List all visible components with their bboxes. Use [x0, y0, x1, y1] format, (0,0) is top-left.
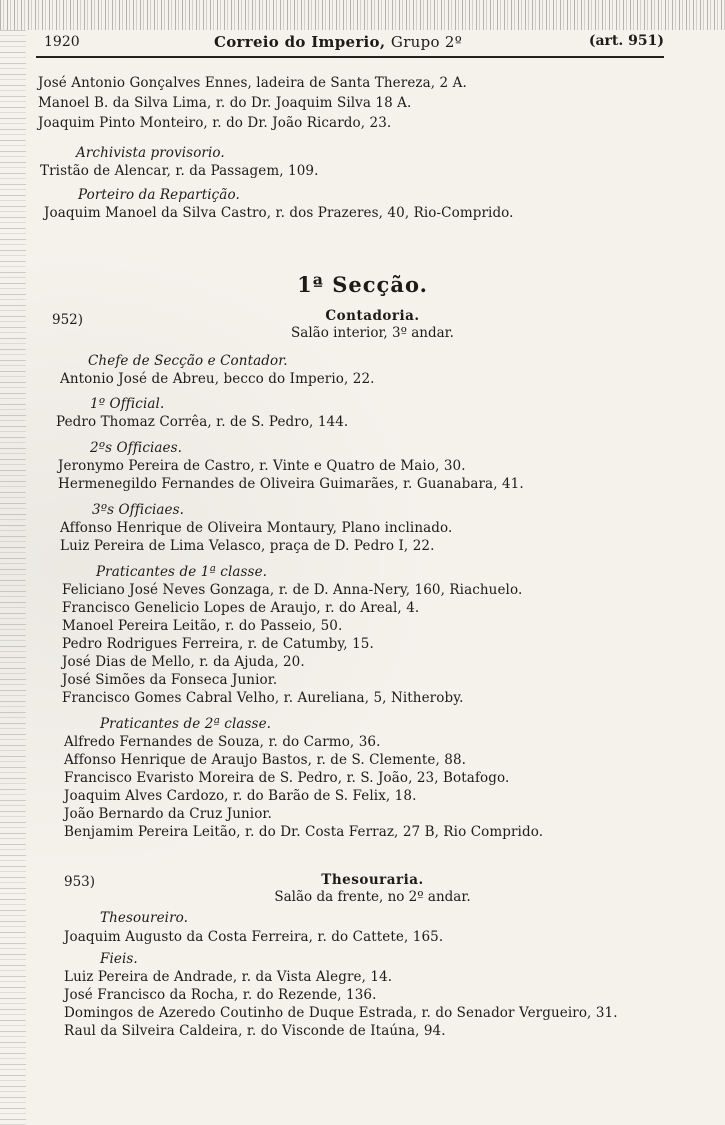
role-heading: Chefe de Secção e Contador.	[88, 353, 288, 369]
role-heading: Thesoureiro.	[100, 910, 189, 926]
person-entry: José Simões da Fonseca Junior.	[62, 672, 278, 688]
person-entry: Francisco Gomes Cabral Velho, r. Aureliana, 5, Nitheroby.	[62, 690, 464, 706]
running-title-group: Grupo 2º	[390, 33, 463, 51]
role-heading: 3ºs Officiaes.	[92, 502, 185, 518]
person-entry: Benjamim Pereira Leitão, r. do Dr. Costa Ferraz, 27 B, Rio Comprido.	[64, 824, 544, 840]
person-entry: Manoel Pereira Leitão, r. do Passeio, 50.	[62, 618, 343, 634]
intro-line: José Antonio Gonçalves Ennes, ladeira de Santa Thereza, 2 A.	[38, 75, 467, 91]
person-entry: Pedro Rodrigues Ferreira, r. de Catumby, 15.	[62, 636, 374, 652]
article-reference: (art. 951)	[588, 33, 664, 49]
person-entry: Joaquim Augusto da Costa Ferreira, r. do Cattete, 165.	[64, 929, 444, 945]
person-entry: Raul da Silveira Caldeira, r. do Visconde de Itaúna, 94.	[64, 1023, 446, 1039]
person-entry: Joaquim Manoel da Silva Castro, r. dos Prazeres, 40, Rio-Comprido.	[44, 205, 514, 221]
section-title: 1ª Secção.	[297, 272, 428, 297]
running-title-text: Correio do Imperio,	[214, 33, 386, 51]
role-heading: 1º Official.	[90, 396, 165, 412]
person-entry: José Francisco da Rocha, r. do Rezende, 136.	[64, 987, 377, 1003]
entry-number: 952)	[52, 312, 84, 328]
running-title	[214, 33, 462, 51]
department-location: Salão interior, 3º andar.	[291, 325, 454, 341]
role-heading: Fieis.	[100, 951, 138, 967]
person-entry: Luiz Pereira de Andrade, r. da Vista Alegre, 14.	[64, 969, 393, 985]
department-location: Salão da frente, no 2º andar.	[274, 889, 471, 905]
person-entry: Feliciano José Neves Gonzaga, r. de D. Anna-Nery, 160, Riachuelo.	[62, 582, 523, 598]
page-number: 1920	[44, 34, 80, 50]
role-heading: Porteiro da Repartição.	[78, 187, 240, 203]
person-entry: Affonso Henrique de Oliveira Montaury, Plano inclinado.	[60, 520, 453, 536]
department-title: Thesouraria.	[321, 872, 424, 888]
scan-noise-left	[0, 30, 26, 1125]
intro-line: Joaquim Pinto Monteiro, r. do Dr. João Ricardo, 23.	[38, 115, 392, 131]
department-title: Contadoria.	[325, 308, 420, 324]
scan-noise-top	[0, 0, 725, 30]
person-entry: Tristão de Alencar, r. da Passagem, 109.	[40, 163, 319, 179]
person-entry: Pedro Thomaz Corrêa, r. de S. Pedro, 144.	[56, 414, 349, 430]
role-heading: Praticantes de 1ª classe.	[96, 564, 268, 580]
person-entry: Antonio José de Abreu, becco do Imperio, 22.	[60, 371, 375, 387]
header-rule	[36, 56, 664, 58]
person-entry: Affonso Henrique de Araujo Bastos, r. de S. Clemente, 88.	[64, 752, 467, 768]
person-entry: Domingos de Azeredo Coutinho de Duque Estrada, r. do Senador Vergueiro, 31.	[64, 1005, 618, 1021]
person-entry: Francisco Genelicio Lopes de Araujo, r. do Areal, 4.	[62, 600, 420, 616]
entry-number: 953)	[64, 874, 96, 890]
person-entry: Francisco Evaristo Moreira de S. Pedro, r. S. João, 23, Botafogo.	[64, 770, 510, 786]
role-heading: Archivista provisorio.	[76, 145, 225, 161]
person-entry: Luiz Pereira de Lima Velasco, praça de D. Pedro I, 22.	[60, 538, 435, 554]
role-heading: 2ºs Officiaes.	[90, 440, 183, 456]
person-entry: Jeronymo Pereira de Castro, r. Vinte e Quatro de Maio, 30.	[58, 458, 466, 474]
role-heading: Praticantes de 2ª classe.	[100, 716, 272, 732]
intro-line: Manoel B. da Silva Lima, r. do Dr. Joaquim Silva 18 A.	[38, 95, 412, 111]
person-entry: João Bernardo da Cruz Junior.	[64, 806, 272, 822]
person-entry: Joaquim Alves Cardozo, r. do Barão de S. Felix, 18.	[64, 788, 417, 804]
page-header	[44, 30, 664, 56]
person-entry: Hermenegildo Fernandes de Oliveira Guimarães, r. Guanabara, 41.	[58, 476, 524, 492]
person-entry: José Dias de Mello, r. da Ajuda, 20.	[62, 654, 305, 670]
person-entry: Alfredo Fernandes de Souza, r. do Carmo, 36.	[64, 734, 381, 750]
